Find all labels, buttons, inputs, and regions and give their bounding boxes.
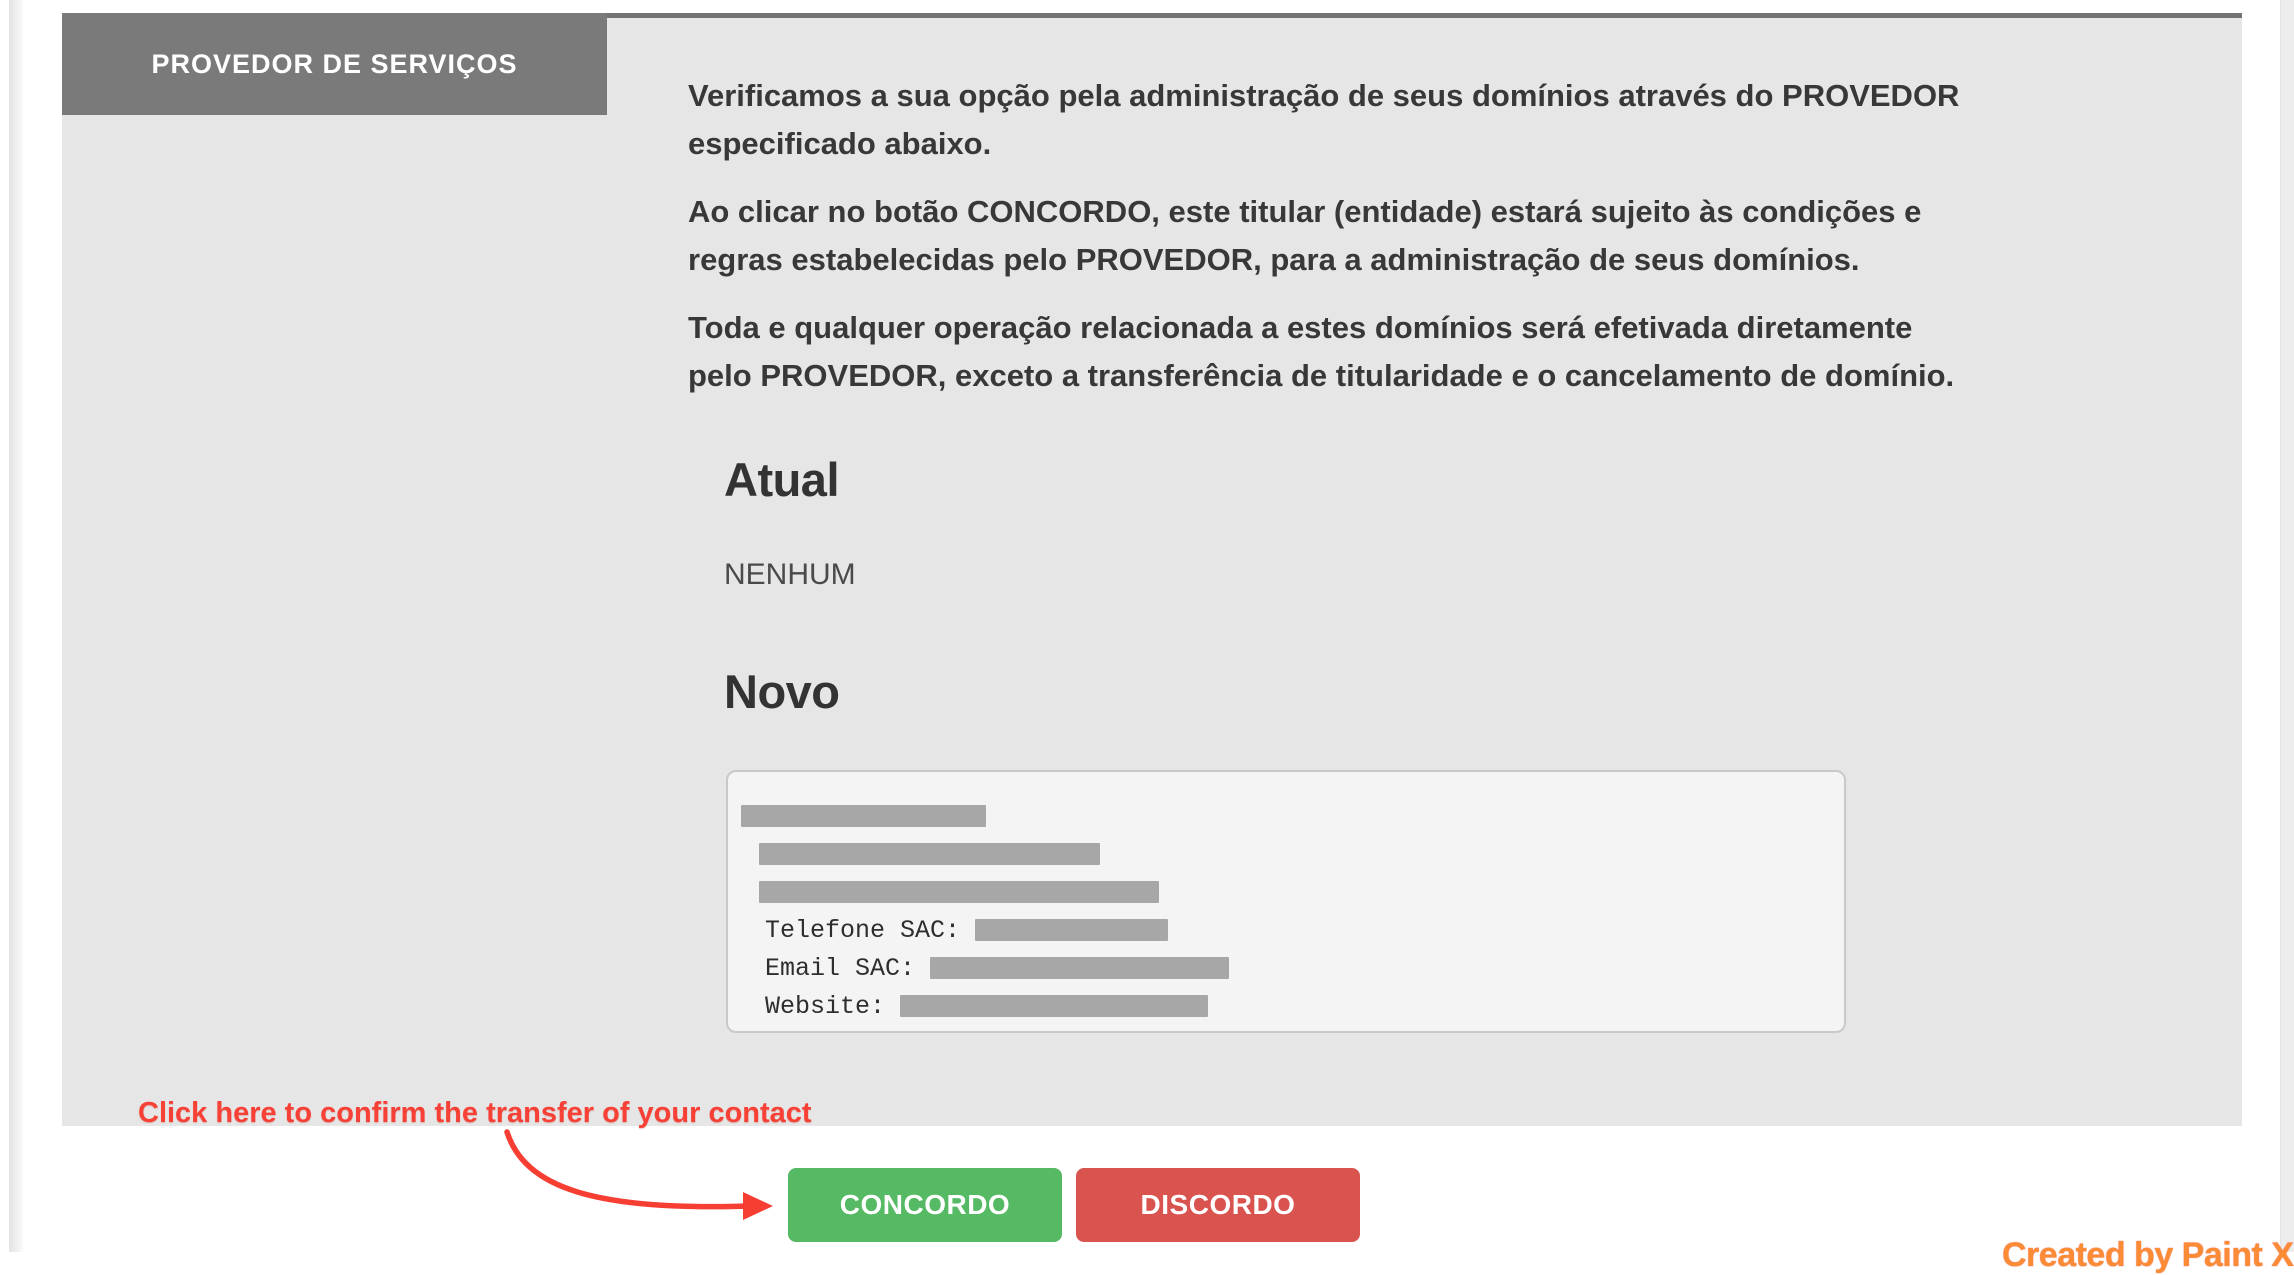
page-left-shadow xyxy=(9,0,23,1252)
terms-paragraph-line: especificado abaixo. xyxy=(688,126,992,161)
provider-detail-line xyxy=(765,949,1844,987)
terms-paragraph-line: regras estabelecidas pelo PROVEDOR, para a administração de seus domínios. xyxy=(688,242,1860,277)
terms-paragraph xyxy=(688,188,1968,284)
page-right-strip xyxy=(2280,0,2294,1252)
panel-legend-label: PROVEDOR DE SERVIÇOS xyxy=(151,48,518,79)
provider-detail-line xyxy=(765,911,1844,949)
redacted-value-bar xyxy=(759,843,1100,865)
terms-paragraph-line: Toda e qualquer operação relacionada a estes domínios será efetivada diretamente xyxy=(688,310,1913,345)
paint-watermark: Created by Paint X xyxy=(2002,1236,2294,1274)
concordo-button[interactable]: CONCORDO xyxy=(788,1168,1062,1242)
discordo-button[interactable]: DISCORDO xyxy=(1076,1168,1360,1242)
provider-detail-line xyxy=(759,873,1844,911)
terms-paragraph-line: Ao clicar no botão CONCORDO, este titular (entidade) estará sujeito às condições e xyxy=(688,194,1922,229)
new-provider-details-box xyxy=(726,770,1846,1033)
redacted-value-bar xyxy=(900,995,1208,1017)
provider-detail-line xyxy=(741,797,1844,835)
provider-detail-line xyxy=(765,987,1844,1025)
terms-paragraph xyxy=(688,72,1968,168)
provider-terms-text xyxy=(688,72,1968,420)
current-provider-heading: Atual xyxy=(724,453,839,506)
provider-detail-label: Website: xyxy=(765,991,901,1021)
terms-paragraph xyxy=(688,304,1968,400)
annotation-arrow xyxy=(480,1118,800,1243)
annotation-note: Click here to confirm the transfer of your contact xyxy=(138,1097,812,1129)
redacted-value-bar xyxy=(741,805,986,827)
provider-detail-label: Telefone SAC: xyxy=(765,915,976,945)
redacted-value-bar xyxy=(975,919,1168,941)
panel-legend xyxy=(62,13,607,115)
redacted-value-bar xyxy=(930,957,1229,979)
provider-detail-label: Email SAC: xyxy=(765,953,931,983)
redacted-value-bar xyxy=(759,881,1159,903)
new-provider-heading: Novo xyxy=(724,665,840,718)
terms-paragraph-line: pelo PROVEDOR, exceto a transferência de titularidade e o cancelamento de domínio. xyxy=(688,358,1955,393)
provider-detail-line xyxy=(759,835,1844,873)
current-provider-value: NENHUM xyxy=(724,558,856,591)
terms-paragraph-line: Verificamos a sua opção pela administração de seus domínios através do PROVEDOR xyxy=(688,78,1960,113)
